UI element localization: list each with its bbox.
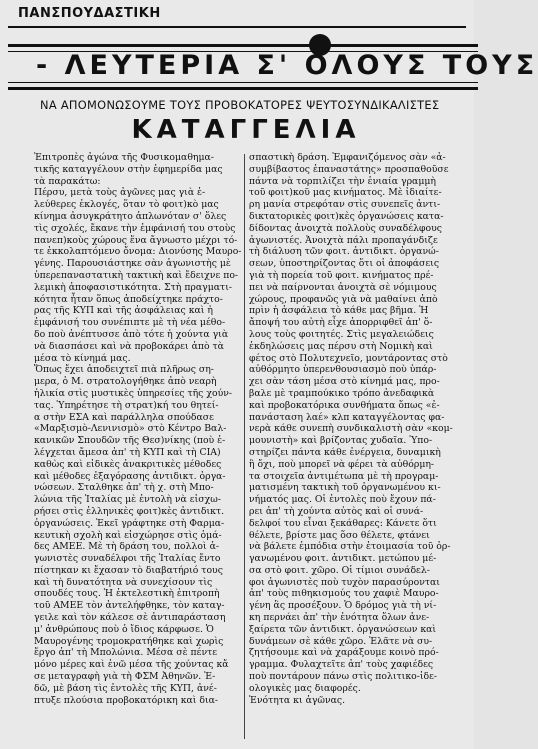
text-line: κευτικὴ σχολὴ καὶ εἰσχώρησε στὶς ὁμά- — [34, 529, 222, 541]
text-line: πίστηκαν κι ἔχασαν τὸ διαβατήριό τους — [34, 564, 223, 576]
text-line: δίδοντας ἀνοιχτὰ πολλοὺς συναδέλφους — [249, 222, 442, 234]
text-line: τοῦ φοιτ)κοῦ μας κινήματος. Μὲ ἰδιαίτε- — [249, 187, 442, 199]
text-line: φέτος στὸ Πολυτεχνεῖο, μοντάροντας στὸ — [249, 352, 448, 364]
text-line: σπαστικὴ δράση. Ἐμφανιζόμενος σὰν «ἀ- — [249, 152, 446, 163]
text-line: ποὺ ποντάρουν πάνω στὶς πολιτικο-ἰδε- — [249, 671, 438, 683]
text-line: ζητήσουμε καὶ νὰ χαράξουμε κοινὸ πρό- — [249, 647, 439, 659]
text-line: αὐθόρμητο ὑπερενθουσιασμὸ ποὺ ὑπάρ- — [249, 364, 437, 376]
text-line: τικῆς καταγγέλουν στὴν ἐφημερίδα μας — [34, 163, 223, 175]
text-line: λέγχεται ἄμεσα ἀπ' τὴ ΚΥΠ καὶ τὴ CIA) — [34, 446, 221, 458]
text-line: Ἐπιτροπὲς ἀγώνα τῆς Φυσικομαθημα- — [34, 152, 214, 163]
text-line: βαλε μὲ τραμπούκικο τρόπο ἀνεδαφικὰ — [249, 387, 435, 399]
text-line: ολογικὲς μας διαφορές. — [249, 682, 361, 694]
text-line: τοῦ ΑΜΕΕ τὸν ἀντελήφθηκε, τὸν καταγ- — [34, 600, 225, 612]
text-line: κανικῶν Σπουδῶν τῆς Θεσ)νίκης (ποὺ ἐ- — [34, 435, 226, 447]
text-line: ἔργο ἀπ' τὴ Μπολώνια. Μέσα σὲ πέντε — [34, 647, 218, 659]
text-line: καὶ μέθοδες ἐξαγόρασης ἀντιδικτ. ὀργα- — [34, 470, 226, 482]
text-line: πανεπ)κοὺς χώρους ἕνα ἄγνωστο μέχρι τό- — [34, 234, 238, 246]
text-line: χώρους, προφανῶς γιὰ νὰ μαθαίνει ἀπὸ — [249, 293, 438, 305]
text-line: δυνάμεων σὲ κάθε χῶρο. Ἐλᾶτε νὰ συ- — [249, 635, 433, 647]
text-line: πρὶν ἡ ἀσφάλεια τὸ κάθε μας βῆμα. Ἡ — [249, 305, 429, 317]
text-line: Μαυρογένης τρομοκρατήθηκε καὶ χωρὶς — [34, 635, 224, 647]
text-line: γιὰ τὴ πορεία τοῦ φοιτ. κινήματος πρέ- — [249, 269, 434, 281]
text-line: Ἑνότητα κι ἀγῶνας. — [249, 694, 346, 706]
text-line: ἐμφάνισή του συνέπιπτε μὲ τὴ νέα μέθο- — [34, 317, 226, 329]
text-line: ρήσει στὶς ἑλληνικὲς φοιτ)κὲς ἀντιδικτ. — [34, 505, 225, 517]
article-column-right — [249, 152, 463, 706]
text-line: δῶ, μὲ βάση τὶς ἐντολὲς τῆς ΚΥΠ, ἀνέ- — [34, 682, 217, 694]
masthead: ΠΑΝΣΠΟΥΔΑΣΤΙΚΗ — [18, 6, 161, 21]
text-line: τὶς σχολές, ἔκανε τὴν ἐμφάνισή του στοὺς — [34, 222, 236, 234]
text-line: πει νὰ παίρνονται ἀνοιχτὰ σὲ νόμιμους — [249, 281, 437, 293]
text-line: θέλετε, βρίστε μας ὅσο θέλετε, φτάνει — [249, 529, 430, 541]
text-line: τα στοιχεῖα ἀντιμέτωπα μὲ τὴ προγραμ- — [249, 470, 439, 482]
text-line: πάντα νὰ τορπιλίζει τὴν ἑνιαία γραμμὴ — [249, 175, 436, 187]
text-line: νώσεων. Σταλθηκε ἀπ' τὴ χ. στὴ Μπο- — [34, 482, 214, 494]
text-line: σεων, ὑποστηρίζοντας ὅτι οἱ ἀποφάσεις — [249, 258, 440, 270]
article-column-left — [34, 152, 242, 706]
text-line: χει σὰν τάση μέσα στὸ κίνημά μας, προ- — [249, 376, 440, 388]
text-line: τας. Ὑπηρέτησε τὴ στρατ)κή του θητεί- — [34, 399, 219, 411]
text-line: νὰ διασπάσει καὶ νὰ προβοκάρει ἀπὸ τὰ — [34, 340, 224, 352]
text-line: καὶ τὴ δυνατότητα νὰ συνεχίσουν τὶς — [34, 576, 213, 588]
text-line: συμβίβαστος ἐπαναστάτης» προσπαθοῦσε — [249, 163, 449, 175]
headline: - ΛΕΥΤΕΡΙΑ Σ' ΟΛΟΥΣ ΤΟΥΣ — [36, 50, 538, 81]
text-line: κη περνάει ἀπ' τὴν ἑνότητα ὅλων ἀνε- — [249, 612, 430, 624]
text-line: λώνια τῆς Ἰταλίας μὲ ἐντολὴ νὰ εἰσχω- — [34, 494, 221, 506]
text-line: μέσα τὸ κίνημά μας. — [34, 352, 131, 364]
article-title: ΚΑΤΑΓΓΕΛΙΑ — [131, 115, 361, 145]
text-line: γραμμα. Φυλαχτεῖτε ἀπ' τοὺς χαφιέδες — [249, 659, 434, 671]
text-line: καθὼς καὶ εἰδικὲς ἀνακριτικὲς μέθοδες — [34, 458, 222, 470]
text-line: νερὰ κάθε συνεπὴ συνδικαλιστὴ σὰν «κομ- — [249, 423, 453, 435]
text-line: τὰ παρακάτω: — [34, 175, 101, 187]
text-line: γένης. Παρουσιάστηκε σὰν ἀγωνιστὴς μὲ — [34, 258, 231, 270]
text-line: ἡλικία στὶς μυστικὲς ὑπηρεσίες τῆς χούν- — [34, 387, 233, 399]
text-line: γένη ἂς προσέξουν. Ὁ δρόμος γιὰ τὴ νί- — [249, 600, 437, 612]
text-line: κότητα ἦταν ὅπως ἀποδείχτηκε πράχτο- — [34, 293, 223, 305]
text-line: λους τοὺς φοιτητές. Στὶς μεγαλειώδεις — [249, 328, 434, 340]
text-line: Πέρσυ, μετὰ τοὺς ἀγῶνες μας γιὰ ἐ- — [34, 187, 206, 199]
subheadline: ΝΑ ΑΠΟΜΟΝΩΣΟΥΜΕ ΤΟΥΣ ΠΡΟΒΟΚΑΤΟΡΕΣ ΨΕΥΤΟΣΥΝΔΙΚΑΛΙΣΤΕΣ — [40, 98, 440, 112]
text-line: ρει ἀπ' τὴ χούντα αὐτὸς καὶ οἱ συνά- — [249, 505, 424, 517]
text-line: γανωμένου φοιτ. ἀντιδικτ. μετώπου μέ- — [249, 553, 437, 565]
text-line: ἢ ὄχι, ποὺ μπορεῖ νὰ φέρει τὰ αὐθόρμη- — [249, 458, 435, 470]
text-line: σπουδές τους. Ἡ ἐκτελεστικὴ ἐπιτροπὴ — [34, 588, 220, 600]
text-line: ἀπ' τοὺς πιθηκισμούς του χαφιὲ Μαυρο- — [249, 588, 439, 600]
text-line: σα στὸ φοιτ. χῶρο. Οἱ τίμιοι συνάδελ- — [249, 564, 430, 576]
text-line: ξαίρετα τῶν ἀντιδικτ. ὀργανώσεων καὶ — [249, 623, 437, 635]
text-line: τε ἐκκολαπτόμενο ὄνομα: Διονύσης Μαυρο- — [34, 246, 242, 258]
text-line: πανάσταση λαέ» κλπ καταγγέλοντας φα- — [249, 411, 445, 423]
text-line: ρη μανία στρεφόταν στὶς συνεπεῖς ἀντι- — [249, 199, 441, 211]
text-line: καὶ προβοκατόρικα συνθήματα ὅπως «ἐ- — [249, 399, 440, 411]
text-line: ὑπερεπαναστατικὴ τακτικὴ καὶ ἔδειχνε πο- — [34, 269, 239, 281]
text-line: ματισμένη τακτικὴ τοῦ ὀργανωμένου κι- — [249, 482, 441, 494]
text-line: ἐκδηλώσεις μας πέρσυ στὴ Νομικὴ καὶ — [249, 340, 433, 352]
text-line: μ' ἀνθρώπους ποὺ ὁ ἴδιος κάρφωσε. Ὁ — [34, 623, 214, 635]
text-line: σε μεταγραφὴ γιὰ τὴ ΦΣΜ Ἀθηνῶν. Ἐ- — [34, 671, 216, 683]
text-line: μερα, ὁ Μ. στρατολογήθηκε ἀπὸ νεαρὴ — [34, 376, 217, 388]
text-line: γωνιστὲς συναδέλφοι τῆς Ἰταλίας ἔντο — [34, 553, 221, 565]
text-line: ἄποψή του αὐτὴ εἶχε ἀπορριφθεῖ ἀπ' ὅ- — [249, 317, 433, 329]
text-line: ρας τῆς ΚΥΠ καὶ τῆς ἀσφάλειας καὶ ἡ — [34, 305, 213, 317]
text-line: λεύθερες ἐκλογές, ὅταν τὸ φοιτ)κὸ μας — [34, 199, 219, 211]
text-line: Ὅπως ἔχει ἀποδειχτεῖ πιὰ πλῆρως ση- — [34, 364, 214, 376]
column-divider — [244, 154, 245, 739]
text-line: ὀργανώσεις. Ἐκεῖ γράφτηκε στὴ Φαρμα- — [34, 517, 225, 529]
text-line: πτυξε πλούσια προβοκατόρικη καὶ δια- — [34, 694, 219, 706]
text-line: γειλε καὶ τὸν κάλεσε σὲ ἀντιπαράσταση — [34, 612, 226, 624]
text-line: τὴ διάλυση τῶν φοιτ. ἀντιδικτ. ὀργανώ- — [249, 246, 439, 258]
text-line: μόνο μέρες καὶ ἐνῶ μέσα τῆς χούντας κἄ — [34, 659, 229, 671]
text-line: νήματός μας. Οἱ ἐντολὲς ποὺ ἔχουν πά- — [249, 494, 436, 506]
text-line: δελφοί του εἶναι ξεκάθαρες: Κάνετε ὅτι — [249, 517, 437, 529]
text-line: δες ΑΜΕΕ. Μὲ τὴ δράση του, πολλοὶ ἀ- — [34, 541, 220, 553]
text-line: α στὴν ΕΣΑ καὶ παράλληλα σπούδασε — [34, 411, 214, 423]
text-line: νὰ βάλετε ἐμπόδια στὴν ἑτοιμασία τοῦ ὀρ- — [249, 541, 451, 553]
text-line: κίνημα ἀσυγκράτητο ἁπλωνόταν σ' ὅλες — [34, 210, 227, 222]
text-line: φοι ἀγωνιστὲς ποὺ τυχὸν παρασύρονται — [249, 576, 440, 588]
top-rule — [8, 26, 466, 28]
text-line: ἀγωνιστές. Ἀνοιχτὰ πάλι προπαγάνδιζε — [249, 234, 438, 246]
text-line: δο ποὺ ἀνέπτυσσε ἀπὸ τότε ἡ χούντα γιὰ — [34, 328, 229, 340]
text-line: δικτατορικὲς φοιτ)κὲς ὀργανώσεις κατα- — [249, 210, 444, 222]
text-line: «Μαρξισμὸ-Λενινισμὸ» στὸ Κέντρο Βαλ- — [34, 423, 227, 435]
text-line: μουνιστὴ» καὶ βρίζοντας χυδαῖα. Ὑπο- — [249, 435, 433, 447]
text-line: στηρίζει πάντα κάθε ἐνέργεια, δυναμικὴ — [249, 446, 441, 458]
text-line: λεμικὴ ἀποφασιστικότητα. Στὴ πραγματι- — [34, 281, 232, 293]
